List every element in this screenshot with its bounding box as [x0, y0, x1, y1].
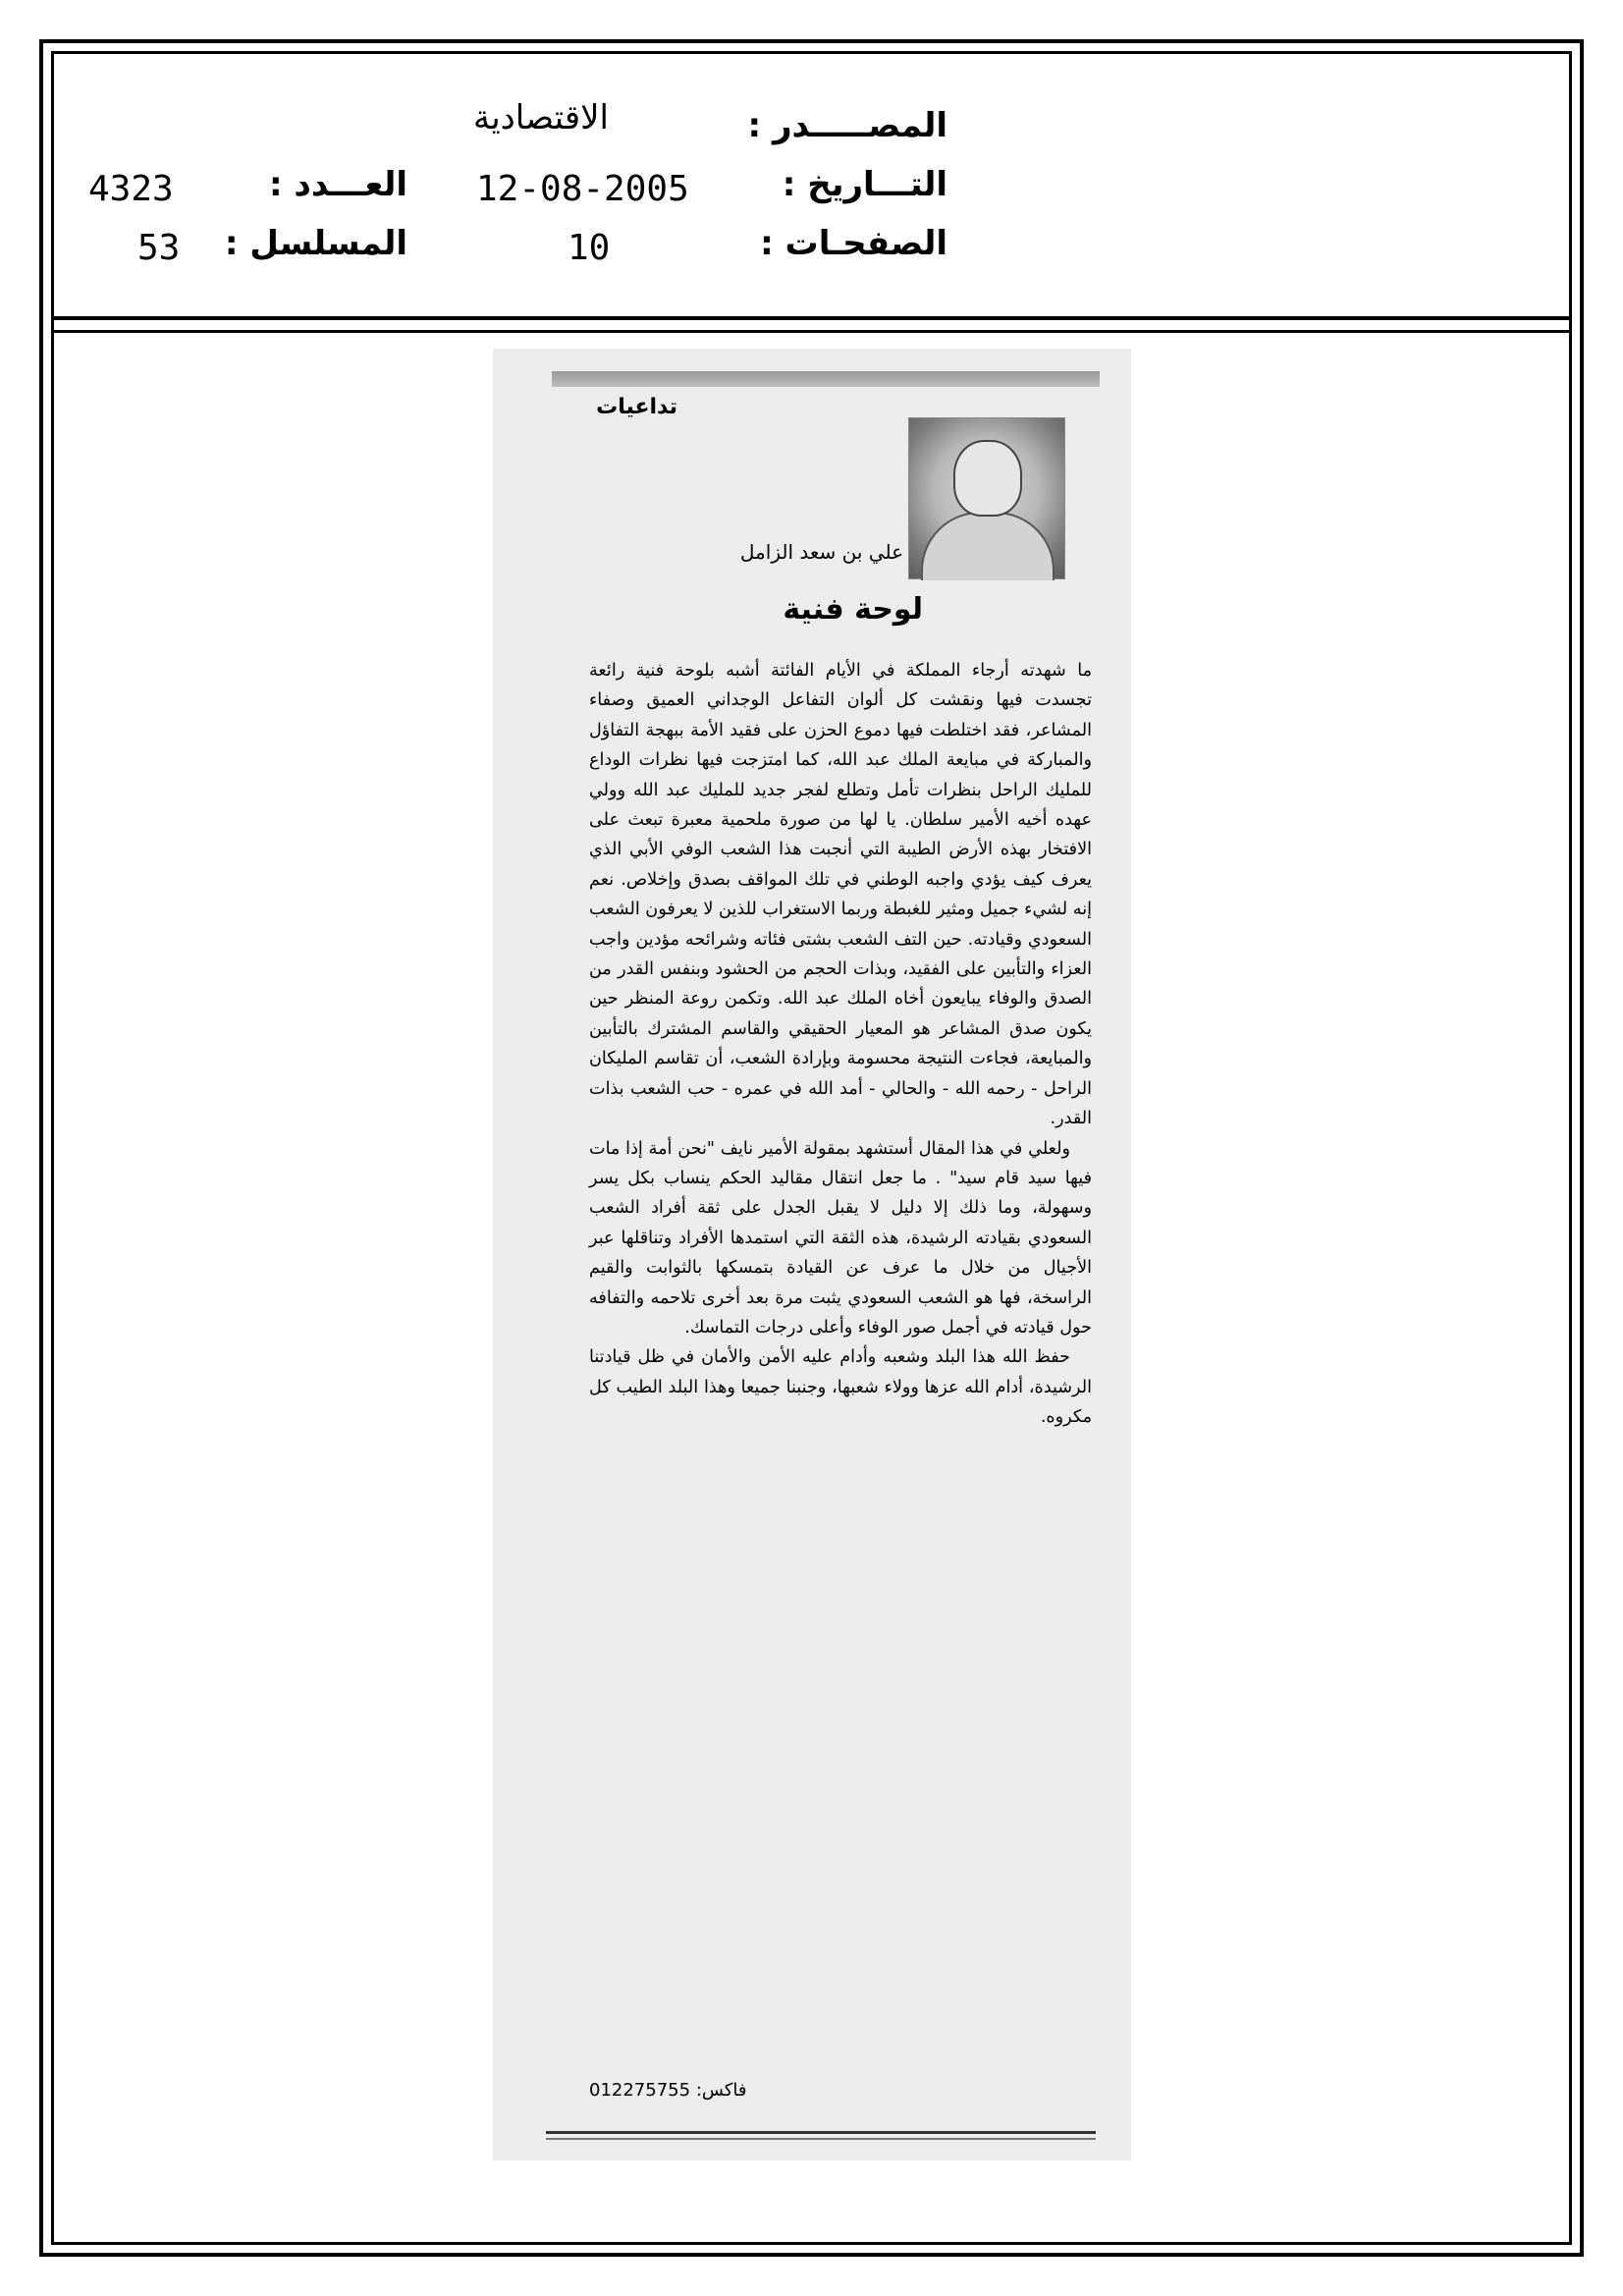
pages-value: 10	[568, 228, 611, 268]
header-divider-secondary	[51, 330, 1572, 333]
author-name: علي بن سعد الزامل	[739, 540, 903, 564]
photo-shoulders	[921, 512, 1055, 580]
date-label: التـــاريخ :	[782, 165, 947, 204]
serial-value: 53	[137, 228, 181, 268]
clipping-bottom-rule	[546, 2131, 1096, 2134]
fax-line	[589, 2080, 884, 2101]
column-title: تداعيات	[596, 395, 677, 419]
article-paragraph-2: ولعلي في هذا المقال أستشهد بمقولة الأمير نايف "نحن أمة إذا مات فيها سيد قام سيد" . ما جعل انتقال مقاليد الحكم ينساب بكل يسر وسهولة، وما ذلك إلا دليل لا يقبل الجدل على ثقة أفراد الشعب السعودي بقيادته الرشيدة، هذه الثقة التي استمدها الأفراد وتناقلها عبر الأجيال من خلال ما عرف عن القيادة بتمسكها بالثوابت والقيم الراسخة، فها هو الشعب السعودي يثبت مرة بعد أخرى تلاحمه والتفافه حول قيادته في أجمل صور الوفاء وأعلى درجات التماسك.	[589, 1138, 1092, 1338]
article-body	[589, 656, 1092, 1433]
header-divider	[51, 316, 1572, 320]
clipping-top-bar	[552, 371, 1100, 387]
pages-label: الصفحـات :	[760, 224, 947, 263]
issue-label: العـــدد :	[269, 165, 407, 204]
source-label: المصـــــدر :	[747, 106, 947, 145]
clipping-bottom-rule-secondary	[546, 2138, 1096, 2140]
source-value: الاقتصادية	[472, 98, 609, 137]
serial-label: المسلسل :	[224, 224, 407, 263]
article-title: لوحة فنية	[783, 592, 923, 627]
photo-head	[953, 440, 1022, 517]
fax-number: 012275755	[589, 2080, 691, 2101]
author-photo	[908, 417, 1065, 579]
date-value: 12-08-2005	[476, 169, 689, 209]
article-paragraph-1: ما شهدته أرجاء المملكة في الأيام الفائتة أشبه بلوحة فنية رائعة تجسدت فيها ونقشت كل ألوان التفاعل الوجداني العميق وصفاء المشاعر، فقد اختلطت فيها دموع الحزن على فقيد الأمة ببهجة التفاؤل والمباركة في مبايعة الملك عبد الله، كما امتزجت فيها نظرات الوداع للمليك الراحل بنظرات تأمل وتطلع لفجر جديد للمليك عبد الله وولي عهده أخيه الأمير سلطان. يا لها من صورة ملحمية معبرة تبعث على الافتخار بهذه الأرض الطيبة التي أنجبت هذا الشعب الوفي الأبي الذي يعرف كيف يؤدي واجبه الوطني في تلك المواقف بصدق وإخلاص. نعم إنه لشيء جميل ومثير للغبطة وربما الاستغراب للذين لا يعرفون الشعب السعودي وقيادته. حين التف الشعب بشتى فئاته وشرائحه مؤدين واجب العزاء والتأبين على الفقيد، وبذات الحجم من الحشود وبنفس القدر من الصدق والوفاء يبايعون أخاه الملك عبد الله. وتكمن روعة المنظر حين يكون صدق المشاعر هو المعيار الحقيقي والقاسم المشترك بالتأبين والمبايعة، فجاءت النتيجة محسومة وبإرادة الشعب، أن تقاسم المليكان الراحل - رحمه الله - والحالي - أمد الله في عمره - حب الشعب بذات القدر.	[589, 661, 1092, 1129]
article-paragraph-3: حفظ الله هذا البلد وشعبه وأدام عليه الأمن والأمان في ظل قيادتنا الرشيدة، أدام الله عزها وولاء شعبها، وجنبنا جميعا وهذا البلد الطيب كل مكروه.	[589, 1347, 1092, 1428]
fax-label: فاكس:	[695, 2080, 747, 2101]
issue-value: 4323	[88, 169, 174, 209]
